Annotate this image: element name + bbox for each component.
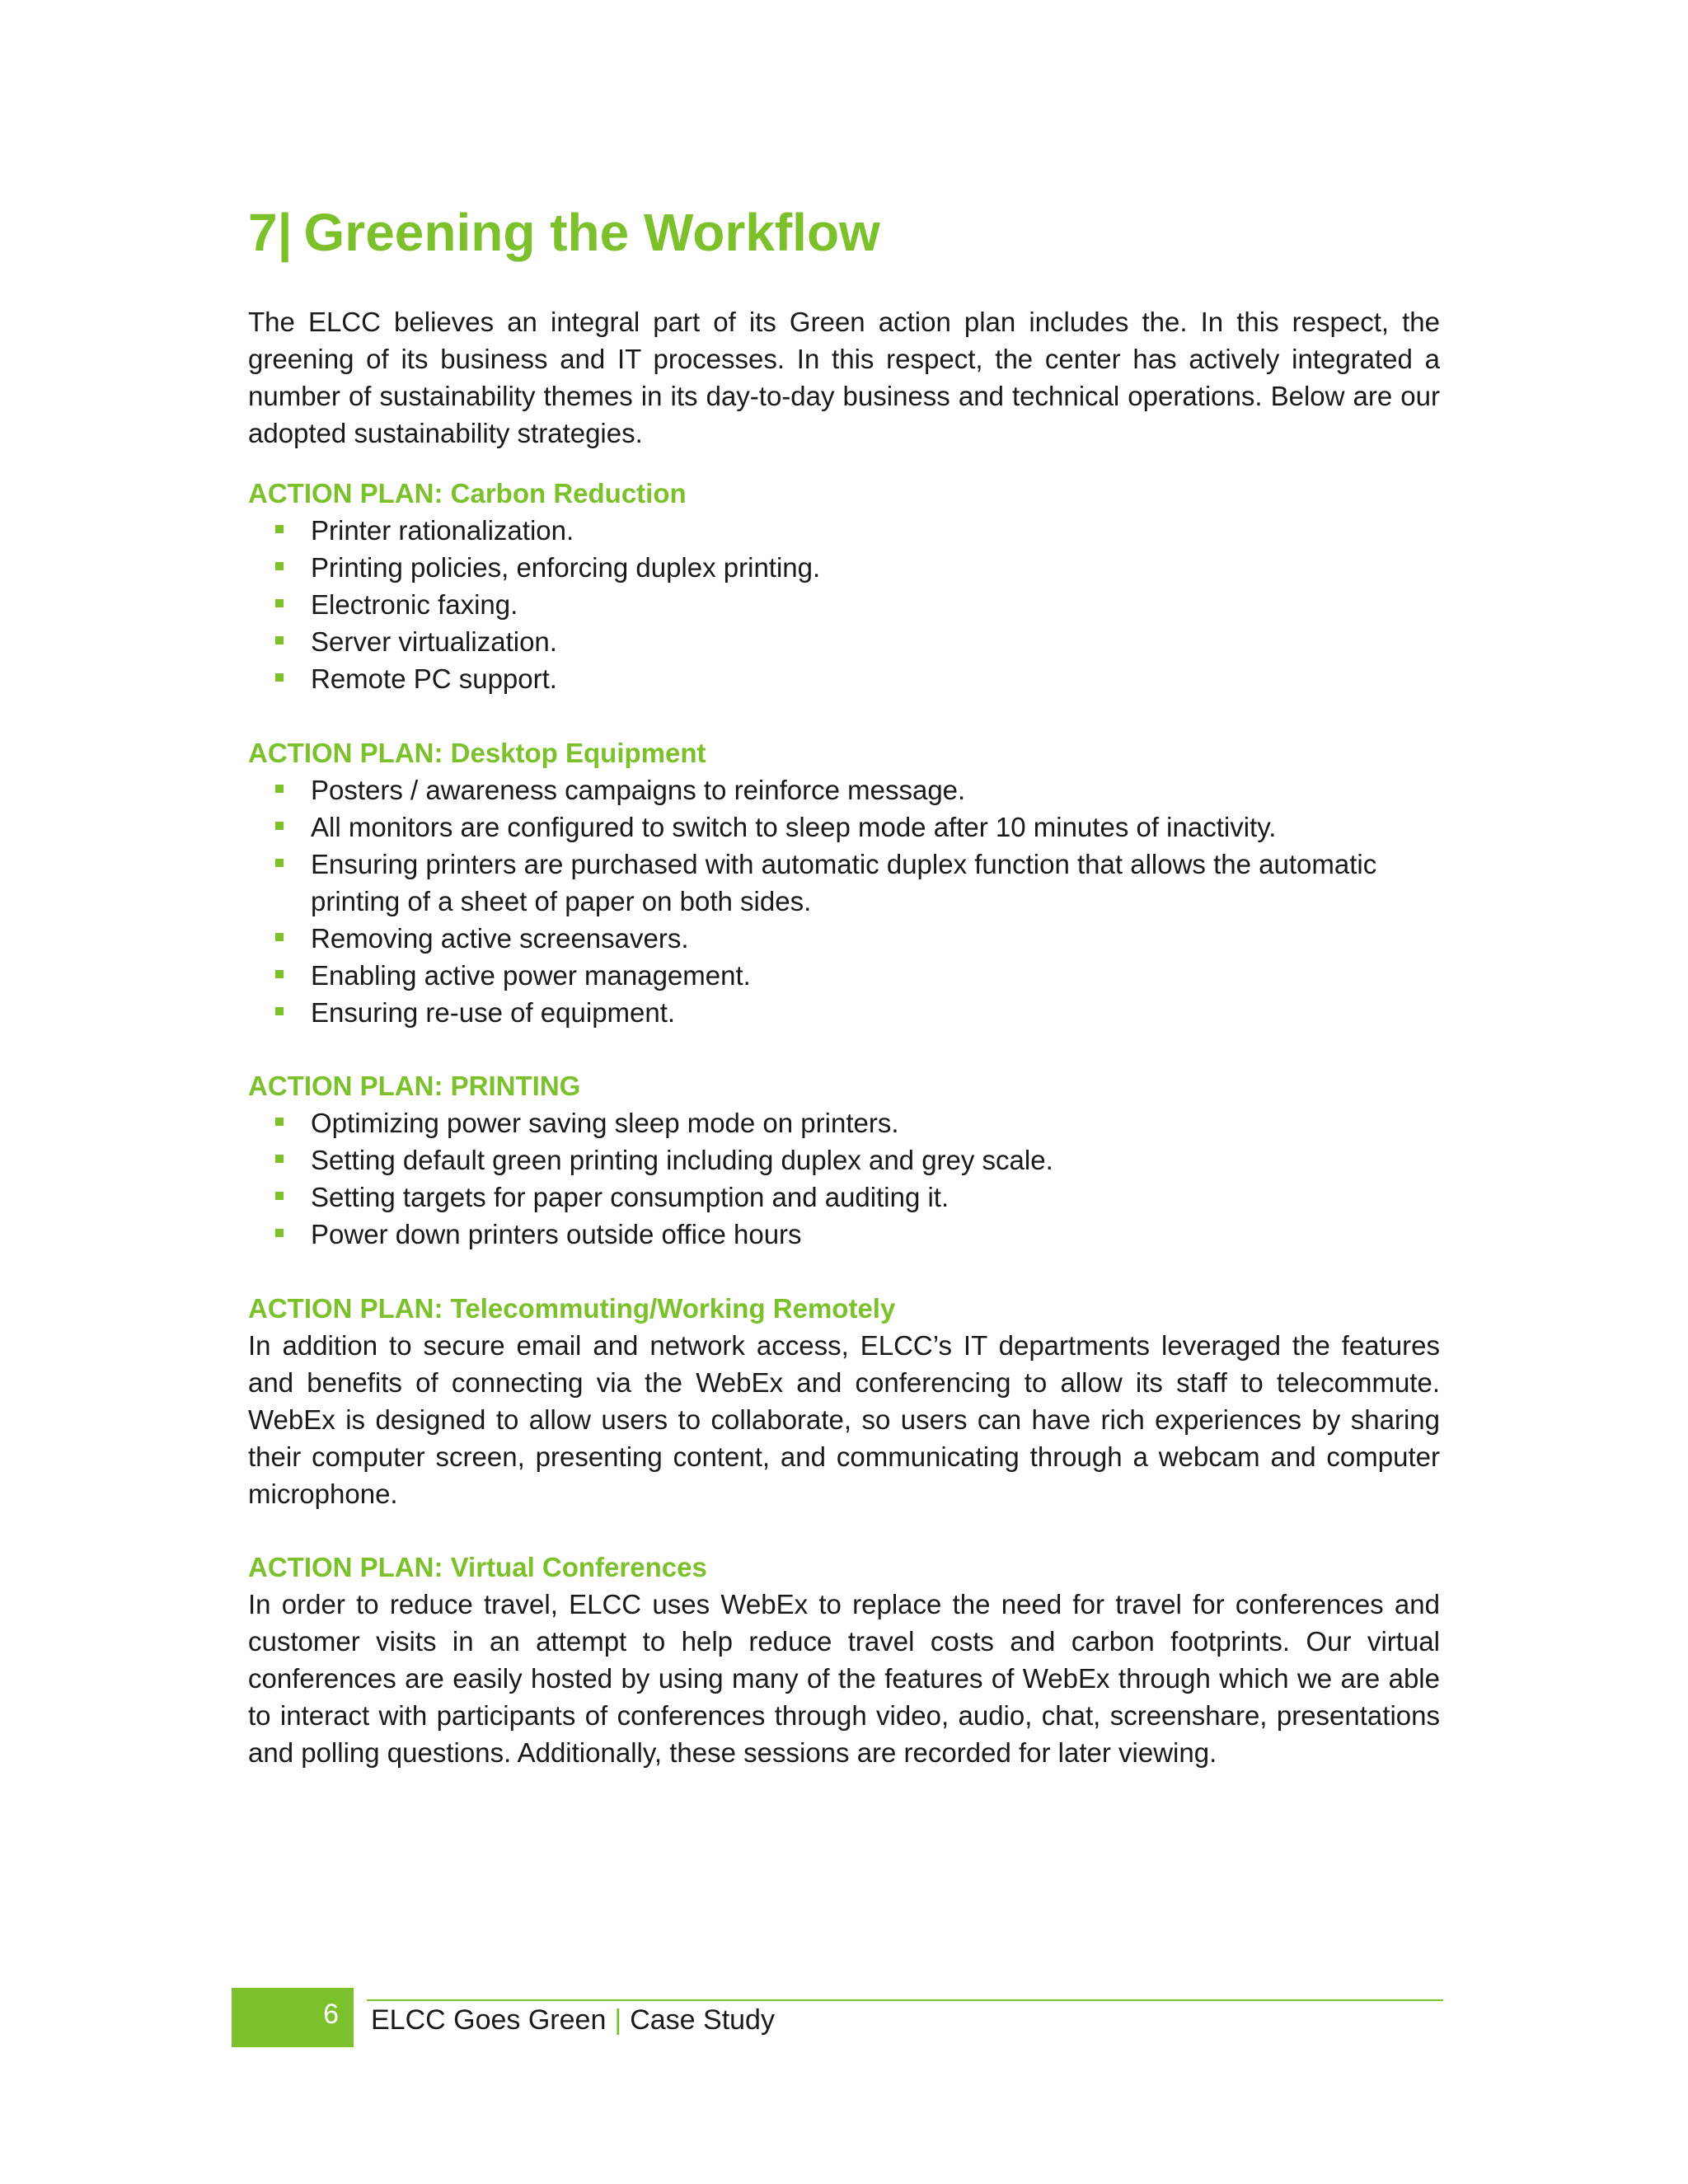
- bullet-square-icon: [275, 933, 284, 941]
- list-item: Removing active screensavers.: [248, 920, 1440, 957]
- bullet-square-icon: [275, 599, 284, 607]
- carbon-reduction-heading: ACTION PLAN: Carbon Reduction: [248, 478, 687, 509]
- printing-heading: ACTION PLAN: PRINTING: [248, 1071, 581, 1101]
- desktop-equipment-section: [248, 734, 1440, 1031]
- list-item: Setting targets for paper consumption and auditing it.: [248, 1179, 1440, 1216]
- footer-title: [371, 2001, 775, 2039]
- section-number: 7: [248, 203, 278, 262]
- printing-list: [248, 1104, 1440, 1253]
- list-item: Printing policies, enforcing duplex printing.: [248, 549, 1440, 586]
- footer-separator: |: [614, 2004, 622, 2036]
- list-item: Remote PC support.: [248, 660, 1440, 697]
- list-item: Power down printers outside office hours: [248, 1216, 1440, 1253]
- bullet-square-icon: [275, 1155, 284, 1163]
- list-item: Ensuring re-use of equipment.: [248, 994, 1440, 1031]
- bullet-square-icon: [275, 1192, 284, 1200]
- list-item: Printer rationalization.: [248, 512, 1440, 549]
- bullet-square-icon: [275, 822, 284, 830]
- page-number: 6: [323, 1999, 339, 2030]
- printing-section: [248, 1067, 1440, 1253]
- bullet-square-icon: [275, 525, 284, 533]
- telecommuting-section: [248, 1290, 1440, 1512]
- list-item: Enabling active power management.: [248, 957, 1440, 994]
- intro-block: [248, 303, 1440, 452]
- virtual-conferences-heading: ACTION PLAN: Virtual Conferences: [248, 1552, 707, 1582]
- list-item: Posters / awareness campaigns to reinforce message.: [248, 771, 1440, 808]
- desktop-equipment-list: [248, 771, 1440, 1031]
- bullet-square-icon: [275, 970, 284, 978]
- section-title: [248, 198, 880, 267]
- telecommuting-paragraph: In addition to secure email and network access, ELCC’s IT departments leveraged the features and benefits of connecting via the WebEx and conferencing to allow its staff to telecommute. WebEx is designed to allow users to collaborate, so users can have rich experiences by sharing their computer screen, presenting content, and communicating through a webcam and computer microphone.: [248, 1330, 1440, 1509]
- bullet-square-icon: [275, 636, 284, 644]
- list-item: Setting default green printing including duplex and grey scale.: [248, 1141, 1440, 1179]
- footer-doc-title: ELCC Goes Green: [371, 2004, 607, 2036]
- carbon-reduction-section: [248, 475, 1440, 697]
- telecommuting-heading: ACTION PLAN: Telecommuting/Working Remotely: [248, 1293, 896, 1324]
- section-separator: |: [277, 203, 293, 262]
- list-item: Optimizing power saving sleep mode on printers.: [248, 1104, 1440, 1141]
- footer-doc-type: Case Study: [630, 2004, 775, 2036]
- virtual-conferences-paragraph: In order to reduce travel, ELCC uses WebEx to replace the need for travel for conferences and customer visits in an attempt to help reduce travel costs and carbon footprints. Our virtual conferences are easily hosted by using many of the features of WebEx through which we are able to interact with participants of conferences through video, audio, chat, screenshare, presentations and polling questions. Additionally, these sessions are recorded for later viewing.: [248, 1589, 1440, 1768]
- desktop-equipment-heading: ACTION PLAN: Desktop Equipment: [248, 738, 706, 768]
- bullet-square-icon: [275, 673, 284, 682]
- list-item: Ensuring printers are purchased with automatic duplex function that allows the automatic printing of a sheet of paper on both sides.: [248, 846, 1440, 920]
- bullet-square-icon: [275, 1229, 284, 1237]
- bullet-square-icon: [275, 1118, 284, 1126]
- bullet-square-icon: [275, 859, 284, 867]
- bullet-square-icon: [275, 1007, 284, 1015]
- carbon-reduction-list: [248, 512, 1440, 697]
- bullet-square-icon: [275, 562, 284, 570]
- list-item: Electronic faxing.: [248, 586, 1440, 623]
- page-number-box: [232, 1988, 354, 2047]
- intro-paragraph: The ELCC believes an integral part of its Green action plan includes the. In this respect, the greening of its business and IT processes. In this respect, the center has actively integrated a number of sustainability themes in its day-to-day business and technical operations. Below are our adopted sustainability strategies.: [248, 307, 1440, 448]
- list-item: All monitors are configured to switch to sleep mode after 10 minutes of inactivity.: [248, 808, 1440, 846]
- virtual-conferences-section: [248, 1549, 1440, 1771]
- section-title-text: Greening the Workflow: [303, 203, 880, 262]
- bullet-square-icon: [275, 785, 284, 793]
- list-item: Server virtualization.: [248, 623, 1440, 660]
